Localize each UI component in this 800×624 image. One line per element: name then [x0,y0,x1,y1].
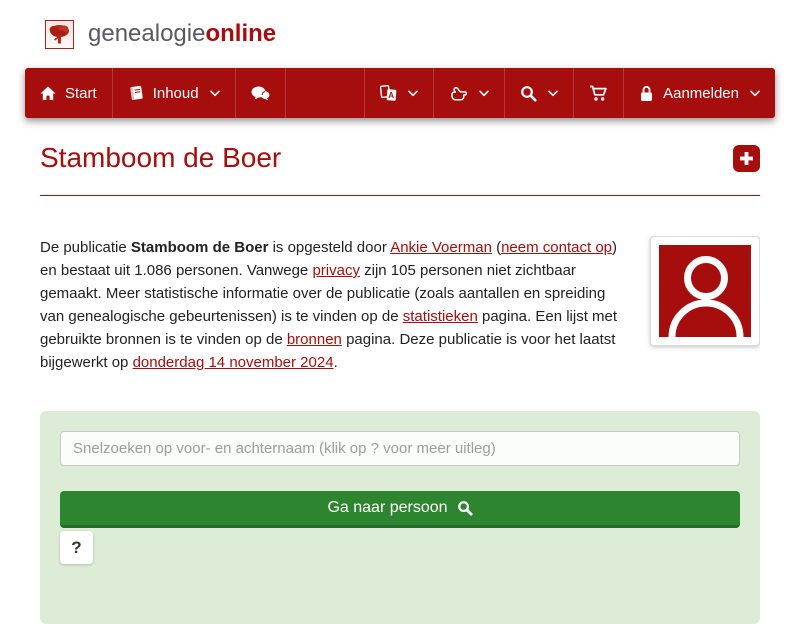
intro-text: De publicatie [40,239,131,256]
go-to-person-label: Ga naar persoon [327,499,448,516]
nav-item-recommend[interactable] [434,68,505,118]
nav-item-inhoud[interactable] [113,68,236,118]
chevron-down-icon [408,90,418,97]
quick-search-input[interactable] [60,431,740,466]
page-title: Stamboom de Boer [40,142,282,173]
lock-icon [639,85,654,102]
publication-avatar [650,236,760,346]
comments-icon [251,86,270,101]
add-button[interactable] [733,145,760,172]
nav-item-chat[interactable] [236,68,286,118]
intro-text: zijn 105 personen niet zichtbaar gemaakt. Meer statistische informatie over de publicatie (zoals aantallen en spreiding van genealogische gebeurtenissen) is te vinden op de [40,262,606,325]
nav-item-start[interactable] [25,68,113,118]
publication-name: Stamboom de Boer [130,239,269,256]
home-icon [40,86,56,101]
intro-text: ( [491,239,502,256]
title-row [40,142,760,174]
tree-logo-icon[interactable] [45,20,74,49]
link-laatst-bijgewerkt[interactable]: donderdag 14 november 2024 [132,354,334,371]
quick-search-panel [40,411,760,624]
search-icon [457,500,473,516]
nav-inhoud-label: Inhoud [152,84,199,102]
link-statistieken[interactable]: statistieken [402,308,478,325]
main-content [25,142,775,624]
chevron-down-icon [750,90,760,97]
link-privacy[interactable]: privacy [312,262,360,279]
nav-start-label: Start [65,84,97,102]
help-button[interactable]: ? [60,531,93,564]
title-divider [40,195,760,196]
go-to-person-button[interactable] [60,491,740,528]
book-icon [128,85,144,101]
intro-paragraph [40,236,632,374]
hand-pointer-icon [449,85,468,102]
brand-gray: genealogie [88,20,206,47]
plus-icon [739,151,754,166]
nav-item-cart[interactable] [574,68,624,118]
brand-red: online [205,20,277,47]
nav-spacer [286,68,366,118]
person-icon [659,245,751,337]
brand-wordmark[interactable] [88,20,276,48]
shopping-cart-icon [589,85,608,102]
chevron-down-icon [548,90,558,97]
intro-text: pagina. Deze publicatie is voor het laatst bijgewerkt op [40,331,616,371]
site-header [25,0,775,68]
search-icon [520,85,537,102]
link-bronnen[interactable]: bronnen [286,331,342,348]
intro-text: is opgesteld door [268,239,391,256]
link-neem-contact-op[interactable]: neem contact op [501,239,612,256]
chevron-down-icon [210,90,220,97]
main-navbar [25,68,775,118]
intro-section [40,236,760,374]
nav-item-language[interactable] [365,68,434,118]
intro-text: . [333,354,338,371]
page-container [25,0,775,624]
chevron-down-icon [479,90,489,97]
svg-text:A: A [388,90,395,100]
intro-text: pagina. Een lijst met gebruikte bronnen is te vinden op de [40,308,618,348]
nav-aanmelden-label: Aanmelden [663,84,739,102]
language-icon [380,85,397,102]
link-ankie-voerman[interactable]: Ankie Voerman [390,239,492,256]
nav-item-aanmelden[interactable] [624,68,775,118]
nav-item-search[interactable] [505,68,574,118]
intro-text: ) en bestaat uit 1.086 personen. Vanwege [40,239,617,279]
